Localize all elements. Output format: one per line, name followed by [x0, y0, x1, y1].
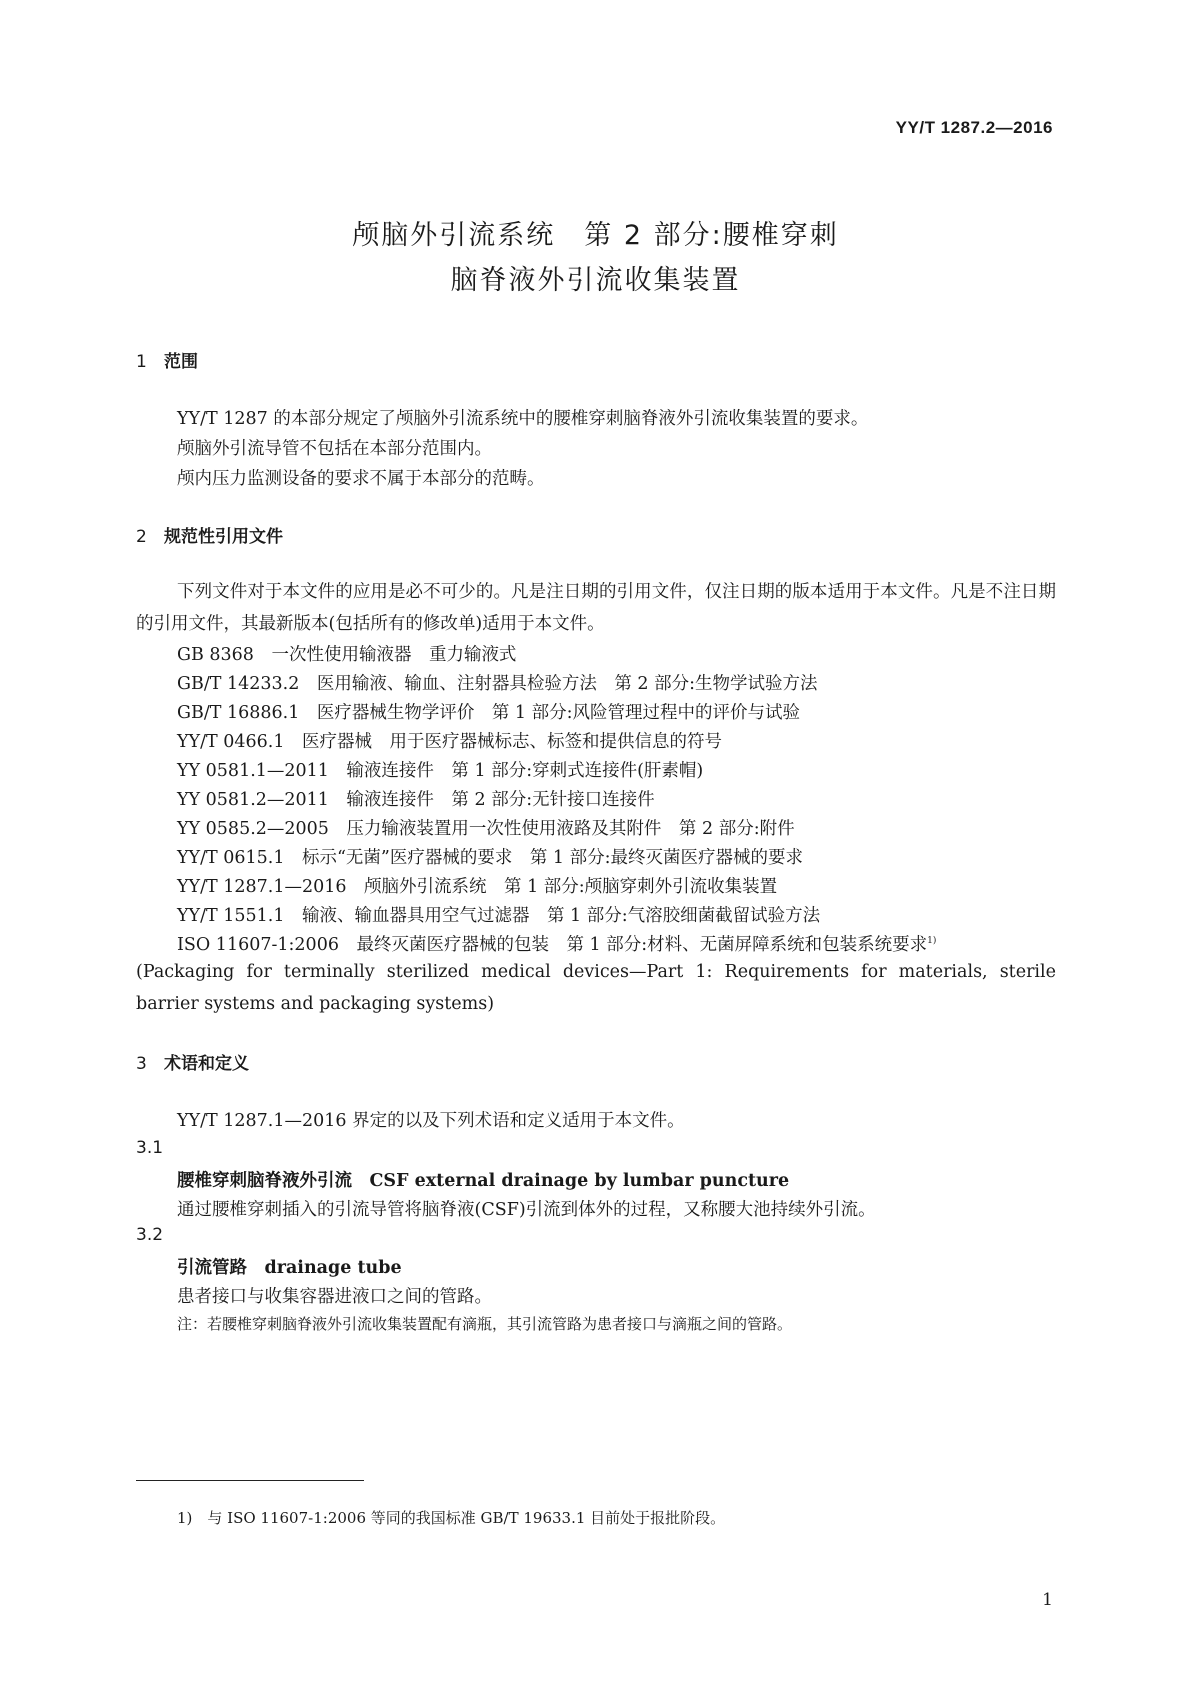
section-title: 术语和定义	[164, 1054, 249, 1074]
reference-item: YY 0585.2—2005 压力输液装置用一次性使用液路及其附件 第 2 部分:附件	[177, 819, 795, 839]
term-number: 3.2	[136, 1225, 164, 1245]
section-1-heading	[136, 347, 198, 372]
term-number: 3.1	[136, 1138, 164, 1158]
paragraph: YY/T 1287 的本部分规定了颅脑外引流系统中的腰椎穿刺脑脊液外引流收集装置的要求。	[177, 409, 869, 429]
term-definition: 患者接口与收集容器进液口之间的管路。	[177, 1287, 492, 1307]
footnote: 1) 与 ISO 11607-1:2006 等同的我国标准 GB/T 19633.1 目前处于报批阶段。	[177, 1509, 726, 1527]
reference-item: YY 0581.2—2011 输液连接件 第 2 部分:无针接口连接件	[177, 790, 655, 810]
section-number: 1	[136, 352, 147, 372]
reference-item: YY 0581.1—2011 输液连接件 第 1 部分:穿刺式连接件(肝素帽)	[177, 761, 704, 781]
iso-english-title: (Packaging for terminally sterilized medical devices—Part 1: Requirements for materials, sterile barrier systems and packaging systems)	[136, 962, 1056, 1014]
reference-item: YY/T 1551.1 输液、输血器具用空气过滤器 第 1 部分:气溶胶细菌截留试验方法	[177, 906, 821, 926]
term-note: 注：若腰椎穿刺脑脊液外引流收集装置配有滴瓶，其引流管路为患者接口与滴瓶之间的管路。	[177, 1315, 793, 1333]
doc-title-line2: 脑脊液外引流收集装置	[450, 265, 741, 296]
reference-item: YY/T 1287.1—2016 颅脑外引流系统 第 1 部分:颅脑穿刺外引流收集装置	[177, 877, 778, 897]
reference-item: YY/T 0615.1 标示“无菌”医疗器械的要求 第 1 部分:最终灭菌医疗器械的要求	[177, 848, 804, 868]
term-title: 引流管路 drainage tube	[177, 1258, 402, 1278]
section-3-heading	[136, 1049, 249, 1074]
footnote-marker: 1)	[927, 936, 937, 947]
paragraph: 下列文件对于本文件的应用是必不可少的。凡是注日期的引用文件，仅注日期的版本适用于本文件。凡是不注日期的引用文件，其最新版本(包括所有的修改单)适用于本文件。	[136, 582, 1056, 634]
footnote-divider	[136, 1480, 364, 1481]
reference-item: GB/T 14233.2 医用输液、输血、注射器具检验方法 第 2 部分:生物学试验方法	[177, 674, 818, 694]
standard-code: YY/T 1287.2—2016	[895, 118, 1053, 137]
reference-item: GB 8368 一次性使用输液器 重力输液式	[177, 645, 517, 665]
section-number: 3	[136, 1054, 147, 1074]
paragraph: YY/T 1287.1—2016 界定的以及下列术语和定义适用于本文件。	[177, 1111, 685, 1131]
iso-reference: ISO 11607-1:2006 最终灭菌医疗器械的包装 第 1 部分:材料、无菌屏障系统和包装系统要求	[177, 935, 928, 955]
reference-item: GB/T 16886.1 医疗器械生物学评价 第 1 部分:风险管理过程中的评价与试验	[177, 703, 800, 723]
term-title: 腰椎穿刺脑脊液外引流 CSF external drainage by lumbar puncture	[177, 1171, 790, 1191]
reference-item: YY/T 0466.1 医疗器械 用于医疗器械标志、标签和提供信息的符号	[177, 732, 722, 752]
section-number: 2	[136, 527, 147, 547]
doc-title-line1: 颅脑外引流系统 第 2 部分:腰椎穿刺	[352, 220, 839, 251]
paragraph: 颅脑外引流导管不包括在本部分范围内。	[177, 439, 492, 459]
paragraph: 颅内压力监测设备的要求不属于本部分的范畴。	[177, 469, 545, 489]
section-2-heading	[136, 522, 283, 547]
reference-item-iso	[177, 931, 936, 956]
term-definition: 通过腰椎穿刺插入的引流导管将脑脊液(CSF)引流到体外的过程，又称腰大池持续外引流。	[177, 1200, 876, 1220]
page-number: 1	[1042, 1590, 1053, 1610]
section-title: 规范性引用文件	[164, 527, 283, 547]
section-title: 范围	[164, 352, 198, 372]
